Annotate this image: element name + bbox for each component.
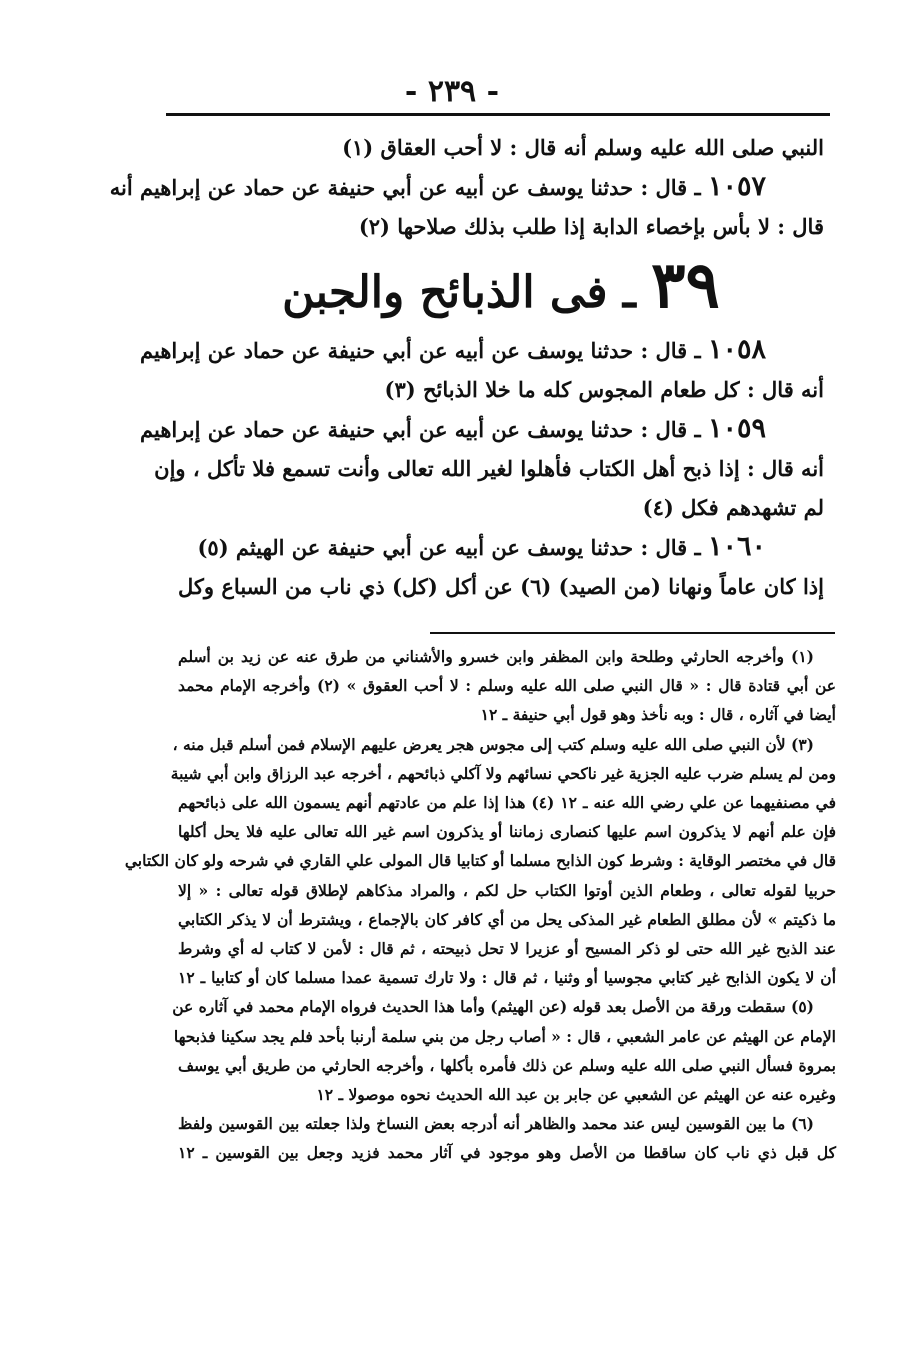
footnote-line: كل قبل ذي ناب كان ساقطا من الأصل وهو موجود في آثار محمد فزيد وجعل بين القوسين ـ ١٢ xyxy=(178,1143,836,1163)
hadith-text: ـ قال : حدثنا يوسف عن أبيه عن أبي حنيفة عن حماد عن إبراهيم xyxy=(140,417,708,442)
text-line: أنه قال : إذا ذبح أهل الكتاب فأهلوا لغير الله تعالى وأنت تسمع فلا تأكل ، وإن xyxy=(154,456,824,481)
hadith-number: ١٠٦٠ xyxy=(707,531,766,562)
page-number: - ٢٣٩ - xyxy=(404,74,500,109)
footnote-line: في مصنفيهما عن علي رضي الله عنه ـ ١٢ (٤) هذا إذا علم من عادتهم أنهم يسمون الله على ذبائحهم xyxy=(178,793,837,813)
chapter-title: ـ فى الذبائح والجبن xyxy=(282,267,636,318)
footnote-line: قال في مختصر الوقاية : وشرط كون الذابح مسلما أو كتابيا قال المولى علي القاري في شرحه ولو كان الكتابي xyxy=(124,851,836,871)
numbered-paragraph-1060 xyxy=(178,527,824,567)
hadith-text: ـ قال : حدثنا يوسف عن أبيه عن أبي حنيفة عن حماد عن إبراهيم أنه xyxy=(109,175,708,200)
header-rule xyxy=(166,113,830,116)
footnote-line: حربيا لقوله تعالى ، وطعام الذين أوتوا الكتاب حل لكم ، والمراد مذكاهم لإطلاق قوله تعالى : « إلا xyxy=(178,880,836,900)
footnote-line: بمروة فسأل النبي صلى الله عليه وسلم عن ذلك فأمره بأكلها ، وأخرجه الحارثي من طريق أبي يوسف xyxy=(178,1055,836,1075)
footnote-line: (٣) لأن النبي صلى الله عليه وسلم كتب إلى مجوس هجر يعرض عليهم الإسلام فمن أسلم قبل منه ، xyxy=(172,734,814,754)
footnote-line: (٦) ما بين القوسين ليس عند محمد والظاهر أنه أدرجه بعض النساخ ولذا جعلته بين القوسين ولفظ xyxy=(178,1114,814,1134)
hadith-text: ـ قال : حدثنا يوسف عن أبيه عن أبي حنيفة عن حماد عن إبراهيم xyxy=(140,338,708,363)
footnote-line: الإمام عن الهيثم عن عامر الشعبي ، قال : « أصاب رجل من بني سلمة أرنبا بأحد فلم يجد سكينا فذبحها xyxy=(173,1026,836,1046)
footnotes xyxy=(124,642,837,1168)
numbered-paragraph-1059 xyxy=(140,409,824,449)
footnote-line: (٥) سقطت ورقة من الأصل بعد قوله (عن الهيثم) وأما هذا الحديث فرواه الإمام محمد في آثاره عن xyxy=(172,997,814,1017)
footnote-line: ما ذكيتم » لأن مطلق الطعام غير المذكى يحل من أي كافر كان بالإجماع ، ويشترط أن لا يذكر الكتابي xyxy=(178,909,836,929)
chapter-number: ٣٩ xyxy=(651,248,720,323)
numbered-paragraph-1058 xyxy=(140,330,824,370)
footnote-line: وغيره عنه عن الهيثم عن الشعبي عن جابر بن عبد الله الحديث نحوه موصولا ـ ١٢ xyxy=(316,1085,836,1105)
text-line: النبي صلى الله عليه وسلم أنه قال : لا أحب العقاق (١) xyxy=(342,135,824,160)
text-line: أنه قال : كل طعام المجوس كله ما خلا الذبائح (٣) xyxy=(384,377,824,402)
footnote-line: أن لا يكون الذابح غير كتابي مجوسيا أو وثنيا ، ثم قال : ولا تارك تسمية عمدا مسلما كان أو كتابيا ـ ١٢ xyxy=(178,968,836,988)
footnote-rule xyxy=(430,632,835,634)
hadith-number: ١٠٥٨ xyxy=(707,334,766,365)
numbered-paragraph-1057 xyxy=(109,167,824,207)
hadith-number: ١٠٥٧ xyxy=(707,171,766,202)
footnote-line: (١) وأخرجه الحارثي وطلحة وابن المظفر وابن خسرو والأشناني من طرق عنه عن زيد بن أسلم xyxy=(178,647,814,666)
footnote-line: فإن علم أنهم لا يذكرون اسم عليها كنصارى زماننا أو يذكرون اسم غير الله تعالى عليه فلا يحل أكلها xyxy=(178,822,836,842)
text-line: لم تشهدهم فكل (٤) xyxy=(642,495,824,520)
text-line: إذا كان عاماً ونهانا (من الصيد) (٦) عن أكل (كل) ذي ناب من السباع وكل xyxy=(178,574,824,599)
footnote-line: عند الذبح غير الله حتى لو ذكر المسيح أو عزيرا لا تحل ذبيحته ، ثم قال : لأمن لا كتاب له أي وشرط xyxy=(178,939,836,959)
footnote-line: أيضا في آثاره ، قال : وبه نأخذ وهو قول أبي حنيفة ـ ١٢ xyxy=(480,705,836,725)
main-text xyxy=(109,128,824,606)
chapter-heading xyxy=(178,246,824,330)
hadith-text: ـ قال : حدثنا يوسف عن أبيه عن أبي حنيفة عن الهيثم (٥) xyxy=(197,535,708,560)
footnote-line: عن أبي قتادة قال : « قال النبي صلى الله عليه وسلم : لا أحب العقوق » (٢) وأخرجه الإمام محمد xyxy=(178,676,837,696)
text-line: قال : لا بأس بإخصاء الدابة إذا طلب بذلك صلاحها (٢) xyxy=(358,214,824,239)
hadith-number: ١٠٥٩ xyxy=(707,413,766,444)
footnote-line: ومن لم يسلم ضرب عليه الجزية غير ناكحي نسائهم ولا آكلي ذبائحهم ، أخرجه عبد الرزاق وابن أبي شيبة xyxy=(170,763,836,783)
